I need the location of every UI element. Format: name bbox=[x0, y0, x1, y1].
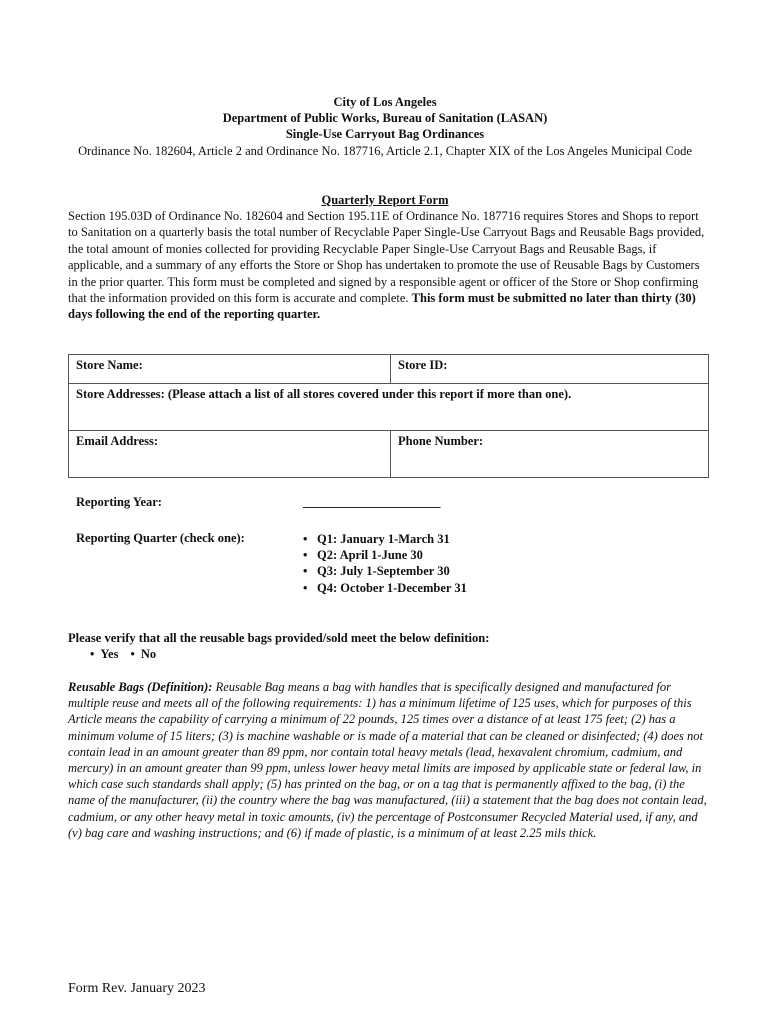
header-ordinance-title: Single-Use Carryout Bag Ordinances bbox=[285, 127, 485, 142]
form-revision-footer: Form Rev. January 2023 bbox=[68, 981, 206, 996]
email-label: Email Address: bbox=[76, 434, 159, 448]
intro-deadline: This form must be submitted no later than thirty (30) days following the end of the reporting quarter. bbox=[68, 291, 696, 322]
store-name-field[interactable] bbox=[69, 355, 391, 384]
store-info-table bbox=[68, 354, 709, 478]
document-header bbox=[60, 94, 710, 159]
header-city: City of Los Angeles bbox=[333, 95, 437, 109]
reusable-bag-definition bbox=[68, 679, 708, 841]
verify-no-option[interactable]: • No bbox=[130, 647, 156, 661]
verify-question: Please verify that all the reusable bags provided/sold meet the below definition: bbox=[68, 631, 490, 645]
form-title: Quarterly Report Form bbox=[321, 193, 449, 207]
quarter-option-q4[interactable]: • Q4: October 1-December 31 bbox=[303, 580, 467, 596]
quarter-option-q1[interactable]: • Q1: January 1-March 31 bbox=[303, 531, 467, 547]
store-id-field[interactable] bbox=[391, 355, 709, 384]
definition-lead: Reusable Bags (Definition): bbox=[68, 680, 213, 694]
intro-text: Section 195.03D of Ordinance No. 182604 and Section 195.11E of Ordinance No. 187716 requires Stores and Shops to report to Sanitation on a quarterly basis the total number of Recyclable Paper Single-Use Carryout Bags and Reusable Bags provided, the total amount of monies collected for providing Recyclable Paper Single-Use Carryout Bags and Reusable Bags, if applicable, and a summary of any efforts the Store or Shop has undertaken to promote the use of Reusable Bags by Customers in the prior quarter. This form must be completed and signed by a responsible agent or officer of the Store or Shop confirming that the information provided on this form is accurate and complete. bbox=[68, 209, 705, 306]
phone-label: Phone Number: bbox=[398, 434, 484, 448]
store-id-label: Store ID: bbox=[398, 358, 448, 372]
quarter-option-q3[interactable]: • Q3: July 1-September 30 bbox=[303, 563, 467, 579]
reporting-quarter-label: Reporting Quarter (check one): bbox=[76, 531, 245, 545]
email-field[interactable] bbox=[69, 431, 391, 478]
quarter-options bbox=[303, 531, 467, 596]
store-name-label: Store Name: bbox=[76, 358, 143, 372]
store-addresses-field[interactable] bbox=[69, 384, 709, 431]
header-ordinance-reference: Ordinance No. 182604, Article 2 and Ordinance No. 187716, Article 2.1, Chapter XIX of the Los Angeles Municipal Code bbox=[78, 143, 692, 158]
reporting-year-blank[interactable]: __________________________ bbox=[303, 495, 440, 509]
quarter-option-q2[interactable]: • Q2: April 1-June 30 bbox=[303, 547, 467, 563]
verify-options bbox=[90, 646, 168, 662]
phone-field[interactable] bbox=[391, 431, 709, 478]
intro-paragraph bbox=[68, 208, 708, 323]
verify-yes-option[interactable]: • Yes bbox=[90, 647, 118, 661]
reporting-year-label: Reporting Year: bbox=[76, 495, 162, 509]
header-department: Department of Public Works, Bureau of Sanitation (LASAN) bbox=[222, 111, 548, 126]
store-addresses-label: Store Addresses: (Please attach a list of all stores covered under this report if more than one). bbox=[76, 387, 572, 401]
definition-text: Reusable Bag means a bag with handles that is specifically designed and manufactured for multiple reuse and meets all of the following requirements: 1) has a minimum lifetime of 125 uses, which for purposes of this Article means the capability of carrying a minimum of 22 pounds, 125 times over a distance of at least 175 feet; (2) has a minimum volume of 15 liters; (3) is machine washable or is made of a material that can be cleaned or disinfected; (4) does not contain lead in an amount greater than 89 ppm, nor contain total heavy metals (lead, hexavalent chromium, cadmium, and mercury) in an amount greater than 99 ppm, unless lower heavy metal limits are imposed by applicable state or federal law, in which case such standards shall apply; (5) has printed on the bag, or on a tag that is permanently affixed to the bag, (i) the name of the manufacturer, (ii) the country where the bag was manufactured, (iii) a statement that the bag does not contain lead, cadmium, or any other heavy metal in toxic amounts, (iv) the percentage of Postconsumer Recycled Material used, if any, and (v) bag care and washing instructions; and (6) if made of plastic, is a minimum of at least 2.25 mils thick. bbox=[68, 680, 707, 840]
